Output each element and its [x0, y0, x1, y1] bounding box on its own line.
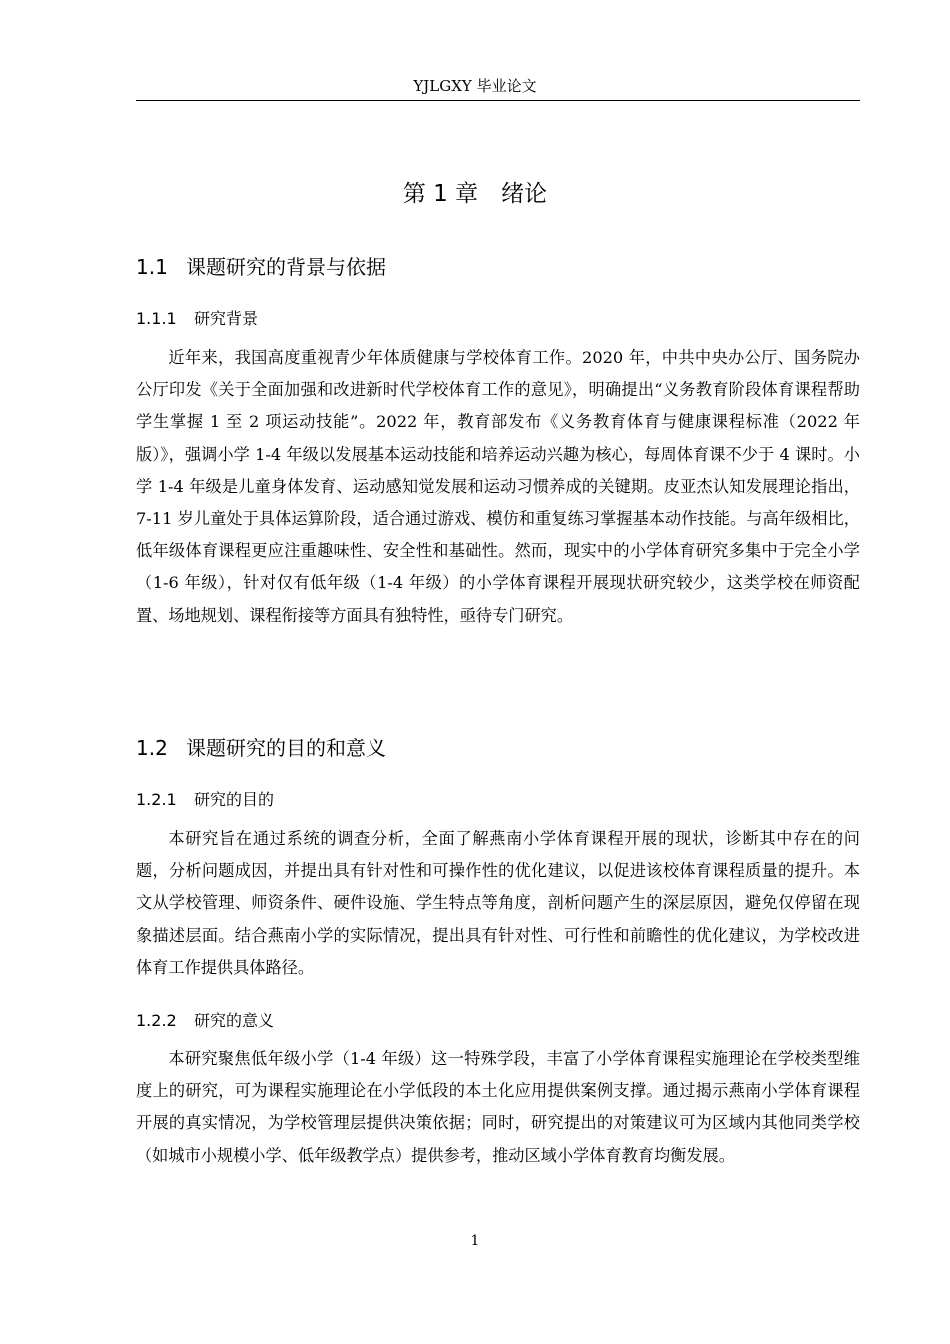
subsection-number: 1.1.1 — [136, 309, 177, 328]
subsection-number: 1.2.1 — [136, 790, 177, 809]
section-number: 1.2 — [136, 736, 168, 760]
header-rule — [136, 100, 860, 101]
subsection-heading-1-2-2 — [136, 1010, 274, 1032]
section-heading-1-2 — [136, 734, 386, 762]
section-title: 课题研究的目的和意义 — [186, 736, 386, 760]
page-number: 1 — [470, 1233, 480, 1249]
running-header: YJLGXY 毕业论文 — [413, 77, 537, 95]
chapter-title: 第 1 章 绪论 — [402, 181, 548, 207]
section-number: 1.1 — [136, 255, 168, 279]
subsection-heading-1-1-1 — [136, 308, 258, 330]
subsection-heading-1-2-1 — [136, 789, 274, 811]
subsection-title: 研究的目的 — [194, 790, 275, 809]
paragraph-purpose: 本研究旨在通过系统的调查分析，全面了解燕南小学体育课程开展的现状，诊断其中存在的问题，分析问题成因，并提出具有针对性和可操作性的优化建议，以促进该校体育课程质量的提升。本文从学校管理、师资条件、硬件设施、学生特点等角度，剖析问题产生的深层原因，避免仅停留在现象描述层面。结合燕南小学的实际情况，提出具有针对性、可行性和前瞻性的优化建议，为学校改进体育工作提供具体路径。 — [136, 829, 860, 977]
paragraph-background: 近年来，我国高度重视青少年体质健康与学校体育工作。2020 年，中共中央办公厅、国务院办公厅印发《关于全面加强和改进新时代学校体育工作的意见》，明确提出“义务教育阶段体育课程帮助学生掌握 1 至 2 项运动技能”。2022 年，教育部发布《义务教育体育与健康课程标准（2022 年版）》，强调小学 1-4 年级以发展基本运动技能和培养运动兴趣为核心，每周体育课不少于 4 课时。小学 1-4 年级是儿童身体发育、运动感知觉发展和运动习惯养成的关键期。皮亚杰认知发展理论指出，7-11 岁儿童处于具体运算阶段，适合通过游戏、模仿和重复练习掌握基本动作技能。与高年级相比，低年级体育课程更应注重趣味性、安全性和基础性。然而，现实中的小学体育研究多集中于完全小学（1-6 年级），针对仅有低年级（1-4 年级）的小学体育课程开展现状研究较少，这类学校在师资配置、场地规划、课程衔接等方面具有独特性，亟待专门研究。 — [136, 348, 860, 625]
subsection-number: 1.2.2 — [136, 1011, 177, 1030]
subsection-title: 研究背景 — [194, 309, 259, 328]
paragraph-significance: 本研究聚焦低年级小学（1-4 年级）这一特殊学段，丰富了小学体育课程实施理论在学校类型维度上的研究，可为课程实施理论在小学低段的本土化应用提供案例支撑。通过揭示燕南小学体育课程开展的真实情况，为学校管理层提供决策依据；同时，研究提出的对策建议可为区域内其他同类学校（如城市小规模小学、低年级教学点）提供参考，推动区域小学体育教育均衡发展。 — [136, 1049, 860, 1165]
subsection-title: 研究的意义 — [194, 1011, 275, 1030]
section-title: 课题研究的背景与依据 — [186, 255, 386, 279]
section-heading-1-1 — [136, 253, 386, 281]
